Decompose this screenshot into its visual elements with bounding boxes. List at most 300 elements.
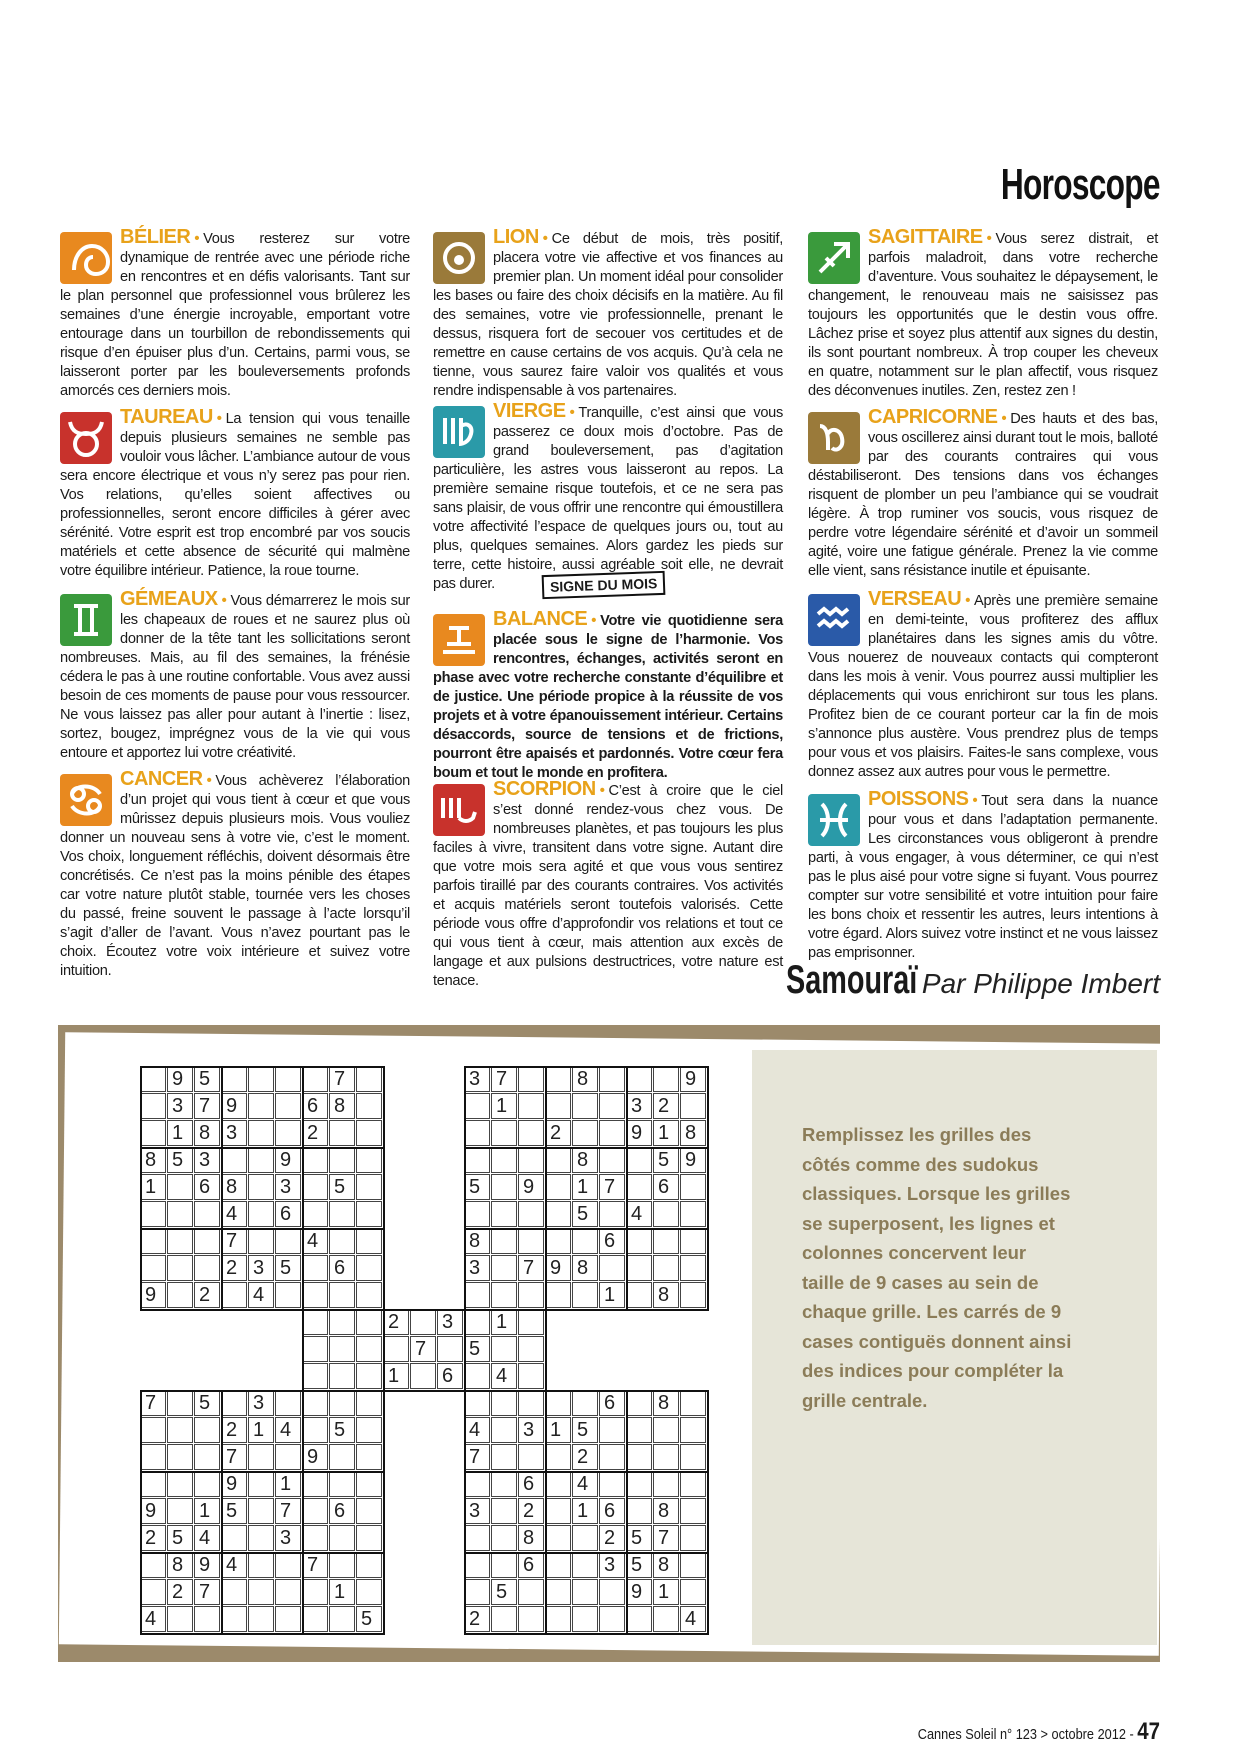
sudoku-cell[interactable] [545, 1471, 571, 1497]
sudoku-cell[interactable] [167, 1282, 193, 1308]
sudoku-cell[interactable] [680, 1255, 706, 1281]
sudoku-cell[interactable]: 3 [194, 1147, 220, 1173]
sudoku-cell[interactable] [275, 1066, 301, 1092]
sudoku-cell[interactable] [680, 1525, 706, 1551]
sudoku-cell[interactable] [518, 1093, 544, 1119]
sudoku-cell[interactable] [356, 1444, 382, 1470]
sudoku-cell[interactable] [329, 1309, 355, 1335]
sudoku-cell[interactable] [518, 1309, 544, 1335]
sudoku-cell[interactable] [545, 1552, 571, 1578]
sudoku-cell[interactable] [140, 1579, 166, 1605]
sudoku-cell[interactable] [599, 1066, 625, 1092]
sudoku-cell[interactable]: 3 [464, 1498, 490, 1524]
sudoku-cell[interactable] [599, 1201, 625, 1227]
sudoku-cell[interactable]: 5 [356, 1606, 382, 1632]
sudoku-cell[interactable] [356, 1093, 382, 1119]
sudoku-cell[interactable]: 8 [653, 1282, 679, 1308]
sudoku-cell[interactable] [329, 1228, 355, 1254]
sudoku-cell[interactable] [518, 1363, 544, 1389]
sudoku-cell[interactable] [653, 1444, 679, 1470]
sudoku-cell[interactable]: 9 [221, 1093, 247, 1119]
sudoku-cell[interactable] [518, 1201, 544, 1227]
sudoku-cell[interactable] [167, 1606, 193, 1632]
sudoku-cell[interactable] [680, 1282, 706, 1308]
sudoku-cell[interactable]: 1 [194, 1498, 220, 1524]
sudoku-cell[interactable] [329, 1606, 355, 1632]
sudoku-cell[interactable]: 3 [248, 1390, 274, 1416]
sudoku-cell[interactable]: 6 [518, 1471, 544, 1497]
sudoku-cell[interactable]: 1 [653, 1579, 679, 1605]
sudoku-cell[interactable] [464, 1309, 490, 1335]
sudoku-cell[interactable]: 6 [194, 1174, 220, 1200]
sudoku-cell[interactable]: 6 [302, 1093, 328, 1119]
sudoku-cell[interactable]: 3 [599, 1552, 625, 1578]
sudoku-cell[interactable] [464, 1282, 490, 1308]
sudoku-cell[interactable] [626, 1498, 652, 1524]
sudoku-cell[interactable]: 3 [221, 1120, 247, 1146]
sudoku-cell[interactable]: 1 [599, 1282, 625, 1308]
sudoku-cell[interactable] [518, 1066, 544, 1092]
sudoku-cell[interactable] [140, 1228, 166, 1254]
sudoku-cell[interactable] [221, 1606, 247, 1632]
sudoku-cell[interactable] [545, 1579, 571, 1605]
sudoku-cell[interactable] [194, 1255, 220, 1281]
sudoku-cell[interactable] [464, 1390, 490, 1416]
sudoku-cell[interactable] [518, 1579, 544, 1605]
sudoku-cell[interactable] [329, 1336, 355, 1362]
sudoku-cell[interactable]: 1 [383, 1363, 409, 1389]
sudoku-cell[interactable]: 4 [464, 1417, 490, 1443]
sudoku-cell[interactable] [599, 1120, 625, 1146]
sudoku-cell[interactable] [329, 1471, 355, 1497]
sudoku-cell[interactable] [194, 1201, 220, 1227]
sudoku-cell[interactable] [572, 1093, 598, 1119]
sudoku-cell[interactable] [140, 1471, 166, 1497]
sudoku-cell[interactable]: 5 [167, 1525, 193, 1551]
sudoku-cell[interactable]: 6 [275, 1201, 301, 1227]
sudoku-cell[interactable]: 8 [329, 1093, 355, 1119]
sudoku-cell[interactable]: 9 [221, 1471, 247, 1497]
sudoku-cell[interactable] [545, 1147, 571, 1173]
sudoku-cell[interactable]: 2 [221, 1417, 247, 1443]
sudoku-cell[interactable]: 2 [518, 1498, 544, 1524]
sudoku-cell[interactable]: 8 [680, 1120, 706, 1146]
sudoku-cell[interactable] [491, 1174, 517, 1200]
sudoku-cell[interactable] [356, 1066, 382, 1092]
sudoku-cell[interactable] [491, 1120, 517, 1146]
sudoku-cell[interactable] [329, 1120, 355, 1146]
sudoku-cell[interactable] [572, 1120, 598, 1146]
sudoku-cell[interactable] [167, 1174, 193, 1200]
sudoku-cell[interactable] [545, 1228, 571, 1254]
sudoku-cell[interactable] [356, 1498, 382, 1524]
sudoku-cell[interactable]: 6 [518, 1552, 544, 1578]
sudoku-cell[interactable] [248, 1147, 274, 1173]
sudoku-cell[interactable]: 8 [194, 1120, 220, 1146]
sudoku-cell[interactable] [491, 1255, 517, 1281]
sudoku-cell[interactable] [356, 1228, 382, 1254]
sudoku-cell[interactable] [626, 1147, 652, 1173]
sudoku-cell[interactable] [491, 1552, 517, 1578]
sudoku-cell[interactable] [545, 1525, 571, 1551]
sudoku-cell[interactable] [302, 1201, 328, 1227]
sudoku-cell[interactable] [167, 1498, 193, 1524]
sudoku-cell[interactable] [545, 1093, 571, 1119]
sudoku-cell[interactable]: 8 [221, 1174, 247, 1200]
sudoku-cell[interactable]: 7 [221, 1444, 247, 1470]
sudoku-cell[interactable]: 5 [275, 1255, 301, 1281]
sudoku-cell[interactable]: 2 [167, 1579, 193, 1605]
sudoku-cell[interactable] [626, 1282, 652, 1308]
sudoku-cell[interactable] [302, 1147, 328, 1173]
sudoku-cell[interactable] [626, 1444, 652, 1470]
sudoku-cell[interactable] [140, 1120, 166, 1146]
sudoku-cell[interactable] [167, 1255, 193, 1281]
sudoku-cell[interactable] [194, 1444, 220, 1470]
sudoku-cell[interactable]: 6 [437, 1363, 463, 1389]
sudoku-cell[interactable] [599, 1093, 625, 1119]
sudoku-cell[interactable] [302, 1525, 328, 1551]
sudoku-cell[interactable]: 9 [518, 1174, 544, 1200]
sudoku-cell[interactable] [221, 1525, 247, 1551]
sudoku-cell[interactable] [653, 1606, 679, 1632]
sudoku-cell[interactable] [248, 1444, 274, 1470]
sudoku-cell[interactable]: 2 [221, 1255, 247, 1281]
sudoku-cell[interactable] [329, 1363, 355, 1389]
sudoku-cell[interactable] [329, 1444, 355, 1470]
sudoku-cell[interactable] [194, 1606, 220, 1632]
sudoku-cell[interactable] [302, 1336, 328, 1362]
sudoku-cell[interactable] [545, 1066, 571, 1092]
sudoku-cell[interactable] [329, 1552, 355, 1578]
sudoku-cell[interactable] [680, 1201, 706, 1227]
sudoku-cell[interactable] [572, 1282, 598, 1308]
sudoku-cell[interactable] [680, 1579, 706, 1605]
sudoku-cell[interactable] [626, 1390, 652, 1416]
sudoku-cell[interactable] [410, 1309, 436, 1335]
sudoku-cell[interactable]: 4 [140, 1606, 166, 1632]
sudoku-cell[interactable] [275, 1579, 301, 1605]
sudoku-cell[interactable] [680, 1444, 706, 1470]
sudoku-cell[interactable]: 4 [680, 1606, 706, 1632]
sudoku-cell[interactable] [680, 1552, 706, 1578]
sudoku-cell[interactable] [221, 1282, 247, 1308]
sudoku-cell[interactable] [437, 1336, 463, 1362]
sudoku-cell[interactable] [464, 1552, 490, 1578]
sudoku-cell[interactable]: 6 [653, 1174, 679, 1200]
sudoku-cell[interactable] [302, 1390, 328, 1416]
sudoku-cell[interactable]: 7 [653, 1525, 679, 1551]
sudoku-cell[interactable]: 7 [491, 1066, 517, 1092]
sudoku-cell[interactable]: 2 [653, 1093, 679, 1119]
sudoku-cell[interactable] [464, 1363, 490, 1389]
sudoku-cell[interactable]: 6 [329, 1498, 355, 1524]
sudoku-cell[interactable]: 1 [653, 1120, 679, 1146]
sudoku-cell[interactable] [275, 1606, 301, 1632]
sudoku-cell[interactable] [356, 1471, 382, 1497]
sudoku-cell[interactable]: 8 [653, 1552, 679, 1578]
sudoku-cell[interactable] [221, 1579, 247, 1605]
sudoku-cell[interactable] [599, 1606, 625, 1632]
sudoku-cell[interactable] [356, 1282, 382, 1308]
sudoku-cell[interactable] [302, 1174, 328, 1200]
sudoku-cell[interactable] [545, 1606, 571, 1632]
sudoku-cell[interactable]: 5 [329, 1417, 355, 1443]
sudoku-cell[interactable] [680, 1228, 706, 1254]
sudoku-cell[interactable] [356, 1201, 382, 1227]
sudoku-cell[interactable] [356, 1552, 382, 1578]
sudoku-cell[interactable]: 2 [302, 1120, 328, 1146]
sudoku-cell[interactable] [248, 1093, 274, 1119]
sudoku-cell[interactable]: 9 [545, 1255, 571, 1281]
sudoku-cell[interactable] [599, 1579, 625, 1605]
sudoku-cell[interactable]: 5 [221, 1498, 247, 1524]
sudoku-cell[interactable]: 2 [572, 1444, 598, 1470]
sudoku-cell[interactable]: 6 [599, 1498, 625, 1524]
sudoku-cell[interactable] [572, 1228, 598, 1254]
sudoku-cell[interactable]: 8 [464, 1228, 490, 1254]
sudoku-cell[interactable] [356, 1363, 382, 1389]
sudoku-cell[interactable]: 8 [572, 1255, 598, 1281]
sudoku-cell[interactable] [599, 1444, 625, 1470]
sudoku-cell[interactable]: 2 [383, 1309, 409, 1335]
sudoku-cell[interactable]: 9 [680, 1147, 706, 1173]
sudoku-cell[interactable] [491, 1336, 517, 1362]
sudoku-cell[interactable] [248, 1606, 274, 1632]
sudoku-cell[interactable] [680, 1471, 706, 1497]
sudoku-cell[interactable] [680, 1417, 706, 1443]
sudoku-cell[interactable]: 9 [626, 1579, 652, 1605]
sudoku-cell[interactable] [599, 1471, 625, 1497]
sudoku-cell[interactable] [545, 1201, 571, 1227]
sudoku-cell[interactable] [491, 1606, 517, 1632]
sudoku-cell[interactable] [356, 1120, 382, 1146]
sudoku-cell[interactable]: 2 [194, 1282, 220, 1308]
sudoku-cell[interactable]: 5 [491, 1579, 517, 1605]
sudoku-cell[interactable]: 4 [302, 1228, 328, 1254]
sudoku-cell[interactable] [356, 1525, 382, 1551]
sudoku-cell[interactable]: 7 [518, 1255, 544, 1281]
sudoku-cell[interactable] [653, 1255, 679, 1281]
sudoku-cell[interactable]: 4 [491, 1363, 517, 1389]
sudoku-cell[interactable] [221, 1066, 247, 1092]
sudoku-cell[interactable] [518, 1228, 544, 1254]
sudoku-cell[interactable] [626, 1066, 652, 1092]
sudoku-cell[interactable]: 7 [275, 1498, 301, 1524]
sudoku-cell[interactable] [464, 1471, 490, 1497]
sudoku-cell[interactable]: 2 [140, 1525, 166, 1551]
sudoku-cell[interactable] [626, 1606, 652, 1632]
sudoku-cell[interactable]: 9 [167, 1066, 193, 1092]
sudoku-cell[interactable]: 2 [599, 1525, 625, 1551]
sudoku-cell[interactable]: 1 [572, 1498, 598, 1524]
sudoku-cell[interactable] [572, 1579, 598, 1605]
sudoku-cell[interactable] [356, 1417, 382, 1443]
sudoku-cell[interactable]: 7 [221, 1228, 247, 1254]
sudoku-cell[interactable]: 5 [167, 1147, 193, 1173]
sudoku-cell[interactable] [356, 1255, 382, 1281]
sudoku-cell[interactable]: 3 [437, 1309, 463, 1335]
sudoku-cell[interactable] [356, 1174, 382, 1200]
sudoku-cell[interactable] [194, 1228, 220, 1254]
sudoku-cell[interactable]: 3 [167, 1093, 193, 1119]
sudoku-cell[interactable] [248, 1066, 274, 1092]
sudoku-cell[interactable]: 3 [518, 1417, 544, 1443]
sudoku-cell[interactable]: 7 [302, 1552, 328, 1578]
sudoku-cell[interactable] [572, 1552, 598, 1578]
sudoku-cell[interactable] [626, 1228, 652, 1254]
sudoku-cell[interactable] [491, 1444, 517, 1470]
sudoku-cell[interactable] [194, 1471, 220, 1497]
sudoku-cell[interactable] [248, 1525, 274, 1551]
sudoku-cell[interactable] [356, 1309, 382, 1335]
sudoku-cell[interactable] [653, 1201, 679, 1227]
sudoku-cell[interactable]: 7 [194, 1093, 220, 1119]
sudoku-cell[interactable] [491, 1147, 517, 1173]
sudoku-cell[interactable] [329, 1201, 355, 1227]
sudoku-cell[interactable] [518, 1147, 544, 1173]
sudoku-cell[interactable]: 4 [194, 1525, 220, 1551]
sudoku-cell[interactable] [464, 1147, 490, 1173]
sudoku-cell[interactable] [275, 1444, 301, 1470]
sudoku-cell[interactable]: 1 [167, 1120, 193, 1146]
sudoku-cell[interactable] [302, 1255, 328, 1281]
sudoku-cell[interactable]: 1 [275, 1471, 301, 1497]
sudoku-cell[interactable] [572, 1390, 598, 1416]
sudoku-cell[interactable] [275, 1120, 301, 1146]
sudoku-cell[interactable] [275, 1093, 301, 1119]
sudoku-cell[interactable]: 6 [329, 1255, 355, 1281]
sudoku-cell[interactable]: 7 [140, 1390, 166, 1416]
sudoku-cell[interactable] [518, 1390, 544, 1416]
sudoku-cell[interactable] [302, 1066, 328, 1092]
sudoku-cell[interactable]: 1 [140, 1174, 166, 1200]
sudoku-cell[interactable]: 9 [302, 1444, 328, 1470]
sudoku-cell[interactable] [275, 1228, 301, 1254]
sudoku-cell[interactable]: 9 [626, 1120, 652, 1146]
sudoku-cell[interactable] [464, 1525, 490, 1551]
sudoku-cell[interactable]: 3 [464, 1255, 490, 1281]
sudoku-cell[interactable] [302, 1606, 328, 1632]
sudoku-cell[interactable]: 8 [518, 1525, 544, 1551]
sudoku-cell[interactable]: 7 [194, 1579, 220, 1605]
sudoku-cell[interactable]: 5 [464, 1174, 490, 1200]
sudoku-cell[interactable]: 8 [140, 1147, 166, 1173]
sudoku-cell[interactable] [464, 1093, 490, 1119]
sudoku-cell[interactable] [356, 1390, 382, 1416]
sudoku-cell[interactable] [194, 1417, 220, 1443]
sudoku-cell[interactable] [599, 1147, 625, 1173]
sudoku-cell[interactable] [140, 1552, 166, 1578]
sudoku-cell[interactable] [302, 1282, 328, 1308]
sudoku-cell[interactable] [653, 1417, 679, 1443]
sudoku-cell[interactable] [302, 1309, 328, 1335]
sudoku-cell[interactable]: 9 [275, 1147, 301, 1173]
sudoku-cell[interactable]: 6 [599, 1228, 625, 1254]
sudoku-cell[interactable]: 9 [140, 1498, 166, 1524]
sudoku-cell[interactable]: 8 [572, 1066, 598, 1092]
sudoku-cell[interactable] [248, 1201, 274, 1227]
sudoku-cell[interactable]: 4 [275, 1417, 301, 1443]
sudoku-cell[interactable] [491, 1228, 517, 1254]
sudoku-cell[interactable] [626, 1255, 652, 1281]
sudoku-cell[interactable]: 6 [599, 1390, 625, 1416]
sudoku-cell[interactable] [140, 1417, 166, 1443]
sudoku-cell[interactable]: 2 [545, 1120, 571, 1146]
sudoku-cell[interactable]: 5 [572, 1417, 598, 1443]
sudoku-cell[interactable]: 7 [329, 1066, 355, 1092]
sudoku-cell[interactable] [464, 1579, 490, 1605]
sudoku-cell[interactable] [248, 1228, 274, 1254]
sudoku-cell[interactable]: 3 [275, 1525, 301, 1551]
sudoku-cell[interactable] [167, 1471, 193, 1497]
sudoku-cell[interactable] [491, 1525, 517, 1551]
sudoku-cell[interactable] [275, 1390, 301, 1416]
sudoku-cell[interactable]: 4 [248, 1282, 274, 1308]
sudoku-cell[interactable] [140, 1444, 166, 1470]
sudoku-cell[interactable] [410, 1363, 436, 1389]
sudoku-cell[interactable] [221, 1390, 247, 1416]
sudoku-cell[interactable] [545, 1498, 571, 1524]
sudoku-cell[interactable] [383, 1336, 409, 1362]
sudoku-cell[interactable] [680, 1498, 706, 1524]
sudoku-cell[interactable] [248, 1471, 274, 1497]
sudoku-cell[interactable]: 5 [464, 1336, 490, 1362]
sudoku-cell[interactable]: 8 [572, 1147, 598, 1173]
sudoku-cell[interactable]: 4 [572, 1471, 598, 1497]
sudoku-cell[interactable] [140, 1255, 166, 1281]
sudoku-cell[interactable] [302, 1471, 328, 1497]
sudoku-cell[interactable]: 8 [653, 1498, 679, 1524]
sudoku-cell[interactable] [491, 1471, 517, 1497]
sudoku-cell[interactable] [167, 1390, 193, 1416]
sudoku-cell[interactable] [545, 1282, 571, 1308]
sudoku-cell[interactable] [518, 1282, 544, 1308]
sudoku-cell[interactable]: 5 [653, 1147, 679, 1173]
sudoku-cell[interactable] [302, 1498, 328, 1524]
sudoku-cell[interactable]: 4 [221, 1201, 247, 1227]
sudoku-cell[interactable] [491, 1201, 517, 1227]
sudoku-cell[interactable] [356, 1147, 382, 1173]
sudoku-cell[interactable] [302, 1363, 328, 1389]
sudoku-cell[interactable] [572, 1525, 598, 1551]
sudoku-cell[interactable] [572, 1606, 598, 1632]
sudoku-cell[interactable]: 1 [572, 1174, 598, 1200]
sudoku-cell[interactable]: 5 [572, 1201, 598, 1227]
sudoku-cell[interactable] [518, 1606, 544, 1632]
sudoku-cell[interactable] [248, 1552, 274, 1578]
sudoku-cell[interactable] [491, 1390, 517, 1416]
sudoku-cell[interactable] [248, 1174, 274, 1200]
sudoku-cell[interactable]: 1 [329, 1579, 355, 1605]
sudoku-cell[interactable]: 9 [680, 1066, 706, 1092]
sudoku-cell[interactable]: 1 [545, 1417, 571, 1443]
sudoku-cell[interactable] [356, 1336, 382, 1362]
sudoku-cell[interactable] [464, 1120, 490, 1146]
sudoku-cell[interactable] [167, 1417, 193, 1443]
sudoku-cell[interactable]: 1 [491, 1093, 517, 1119]
sudoku-cell[interactable]: 2 [464, 1606, 490, 1632]
sudoku-cell[interactable]: 9 [140, 1282, 166, 1308]
sudoku-cell[interactable] [518, 1444, 544, 1470]
sudoku-cell[interactable]: 8 [167, 1552, 193, 1578]
sudoku-cell[interactable]: 5 [626, 1552, 652, 1578]
sudoku-cell[interactable] [248, 1579, 274, 1605]
sudoku-cell[interactable] [653, 1066, 679, 1092]
sudoku-cell[interactable] [167, 1228, 193, 1254]
sudoku-cell[interactable] [653, 1228, 679, 1254]
sudoku-cell[interactable] [680, 1390, 706, 1416]
